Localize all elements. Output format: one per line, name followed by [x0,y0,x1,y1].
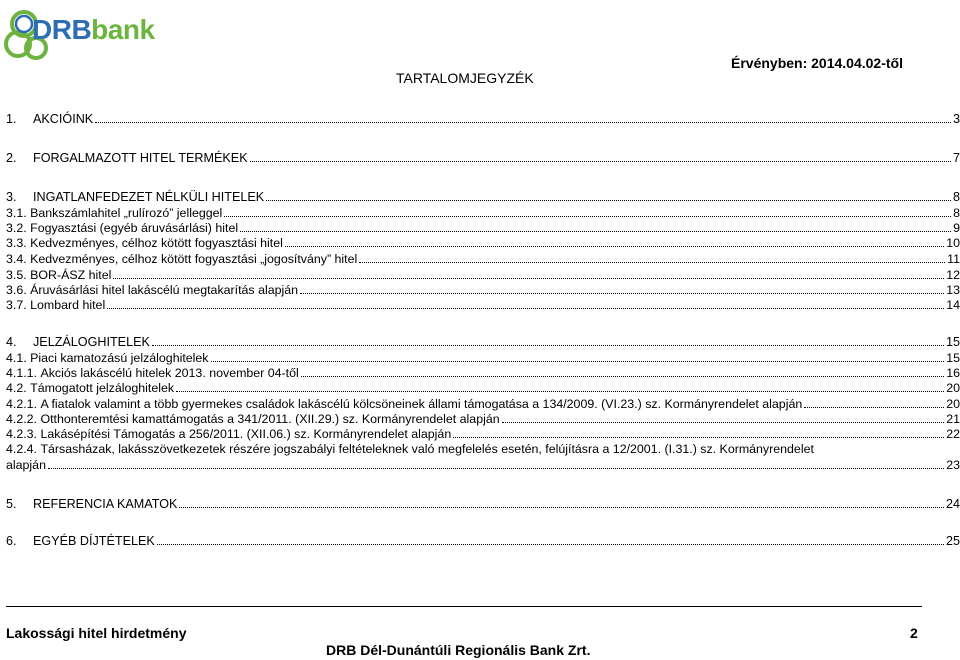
toc-entry-4-2-3[interactable] [6,426,960,442]
toc-page: 12 [946,268,960,282]
toc-line-1 [6,442,960,457]
toc-leader [95,111,951,123]
toc-entry-4-2-4[interactable] [6,442,960,473]
footer-document-title: Lakossági hitel hirdetmény [6,625,187,641]
toc-leader [359,251,945,263]
toc-page: 16 [946,366,960,380]
logo-drb-text: DRB [32,14,92,45]
toc-number: 5. [6,497,17,511]
toc-number: 4.2.1. [6,397,38,411]
toc-page: 23 [946,458,960,472]
toc-page: 13 [946,283,960,297]
toc-label: A fiatalok valamint a több gyermekes családok lakáscélú kölcsöneinek állami támogatása a 134/2009. (VI.23.) sz. Kormányrendelet alapján [40,397,803,411]
toc-number: 4.1.1. [6,366,38,380]
toc-page: 15 [945,335,960,349]
toc-number: 4. [6,335,17,349]
toc-page: 24 [945,497,960,511]
toc-title: TARTALOMJEGYZÉK [396,70,534,86]
toc-number: 6. [6,534,17,548]
toc-leader [176,380,944,392]
toc-number: 3.6. [6,283,27,297]
toc-number: 3.3. [6,236,27,250]
toc-page: 25 [945,534,960,548]
toc-leader [157,533,944,545]
toc-label: BOR-ÁSZ hitel [30,268,112,282]
toc-page: 20 [946,397,960,411]
toc-leader [804,396,944,408]
toc-label: Akciós lakáscélú hitelek 2013. november 04-től [40,366,299,380]
toc-page: 10 [946,236,960,250]
toc-entry-4[interactable] [6,334,960,350]
toc-page: 8 [952,190,960,204]
toc-page: 15 [946,351,960,365]
toc-leader [48,457,944,469]
toc-entry-2[interactable] [6,150,960,166]
toc-label: Lakásépítési Támogatás a 256/2011. (XII.06.) sz. Kormányrendelet alapján [40,427,452,441]
toc-leader [502,411,945,423]
toc-leader [152,334,944,346]
toc-label: AKCIÓINK [33,112,94,126]
toc-label: JELZÁLOGHITELEK [33,335,150,349]
toc-page: 11 [947,252,960,266]
toc-entry-3-5[interactable] [6,267,960,283]
toc-leader [453,426,944,438]
toc-leader [211,350,945,362]
toc-label: Kedvezményes, célhoz kötött fogyasztási hitel [30,236,283,250]
toc-leader [266,189,951,201]
toc-leader [301,365,944,377]
toc-leader [107,297,944,309]
toc-number: 3.2. [6,221,27,235]
toc-entry-4-2-1[interactable] [6,396,960,412]
toc-label: INGATLANFEDEZET NÉLKÜLI HITELEK [33,190,265,204]
toc-label: REFERENCIA KAMATOK [33,497,178,511]
toc-number: 3.5. [6,268,27,282]
toc-entry-3-6[interactable] [6,282,960,298]
toc-number: 3.1. [6,206,27,220]
footer-divider [6,606,922,607]
toc-entry-3-4[interactable] [6,251,960,267]
toc-label: FORGALMAZOTT HITEL TERMÉKEK [33,151,248,165]
toc-entry-3-3[interactable] [6,235,960,251]
toc-label: Kedvezményes, célhoz kötött fogyasztási „jogosítvány” hitel [30,252,358,266]
toc-label-continued: alapján [6,458,46,472]
toc-number: 4.2.4. [6,442,38,456]
toc-leader [179,496,944,508]
toc-number: 4.2. [6,381,27,395]
toc-leader [250,150,951,162]
toc-page: 9 [953,221,960,235]
toc-entry-1[interactable] [6,111,960,127]
toc-number: 2. [6,151,17,165]
toc-page: 8 [953,206,960,220]
toc-label: Otthonteremtési kamattámogatás a 341/2011. (XII.29.) sz. Kormányrendelet alapján [40,412,500,426]
drb-bank-logo [2,0,155,68]
toc-leader [113,267,944,279]
toc-page: 21 [946,412,960,426]
toc-entry-4-2[interactable] [6,380,960,396]
toc-entry-4-2-2[interactable] [6,411,960,427]
toc-label: Lombard hitel [30,298,106,312]
toc-leader [240,220,951,232]
toc-label: Társasházak, lakásszövetkezetek részére jogszabályi feltételeknek való megfelelés esetén, felújításra a 12/2001. (I.31.) sz. Kormányrendelet [40,442,814,456]
toc-label: Piaci kamatozású jelzáloghitelek [30,351,209,365]
toc-page: 20 [946,381,960,395]
logo-bank-text: bank [91,14,155,45]
toc-entry-3-1[interactable] [6,205,960,221]
toc-label: Támogatott jelzáloghitelek [30,381,175,395]
toc-number: 3. [6,190,17,204]
toc-page: 22 [946,427,960,441]
toc-page: 7 [952,151,960,165]
toc-page: 3 [952,112,960,126]
toc-label: Fogyasztási (egyéb áruvásárlási) hitel [30,221,239,235]
toc-entry-6[interactable] [6,533,960,549]
toc-entry-3-2[interactable] [6,220,960,236]
toc-entry-4-1-1[interactable] [6,365,960,381]
footer-page-number: 2 [910,625,918,641]
footer-bank-name: DRB Dél-Dunántúli Regionális Bank Zrt. [326,642,591,658]
toc-label: EGYÉB DÍJTÉTELEK [33,534,155,548]
toc-number: 3.4. [6,252,27,266]
toc-leader [224,205,951,217]
toc-number: 4.1. [6,351,27,365]
toc-leader [285,235,944,247]
toc-label: Áruvásárlási hitel lakáscélú megtakarítás alapján [30,283,299,297]
toc-entry-5[interactable] [6,496,960,512]
toc-line-2 [6,457,960,473]
toc-label: Bankszámlahitel „rulírozó” jelleggel [30,206,223,220]
toc-leader [300,282,944,294]
logo-wordmark [32,14,155,46]
toc-number: 4.2.3. [6,427,38,441]
toc-number: 4.2.2. [6,412,38,426]
toc-entry-3[interactable] [6,189,960,205]
toc-page: 14 [946,298,960,312]
toc-entry-4-1[interactable] [6,350,960,366]
toc-number: 1. [6,112,17,126]
toc-number: 3.7. [6,298,27,312]
toc-entry-3-7[interactable] [6,297,960,313]
valid-from-date: Érvényben: 2014.04.02-től [731,55,903,71]
